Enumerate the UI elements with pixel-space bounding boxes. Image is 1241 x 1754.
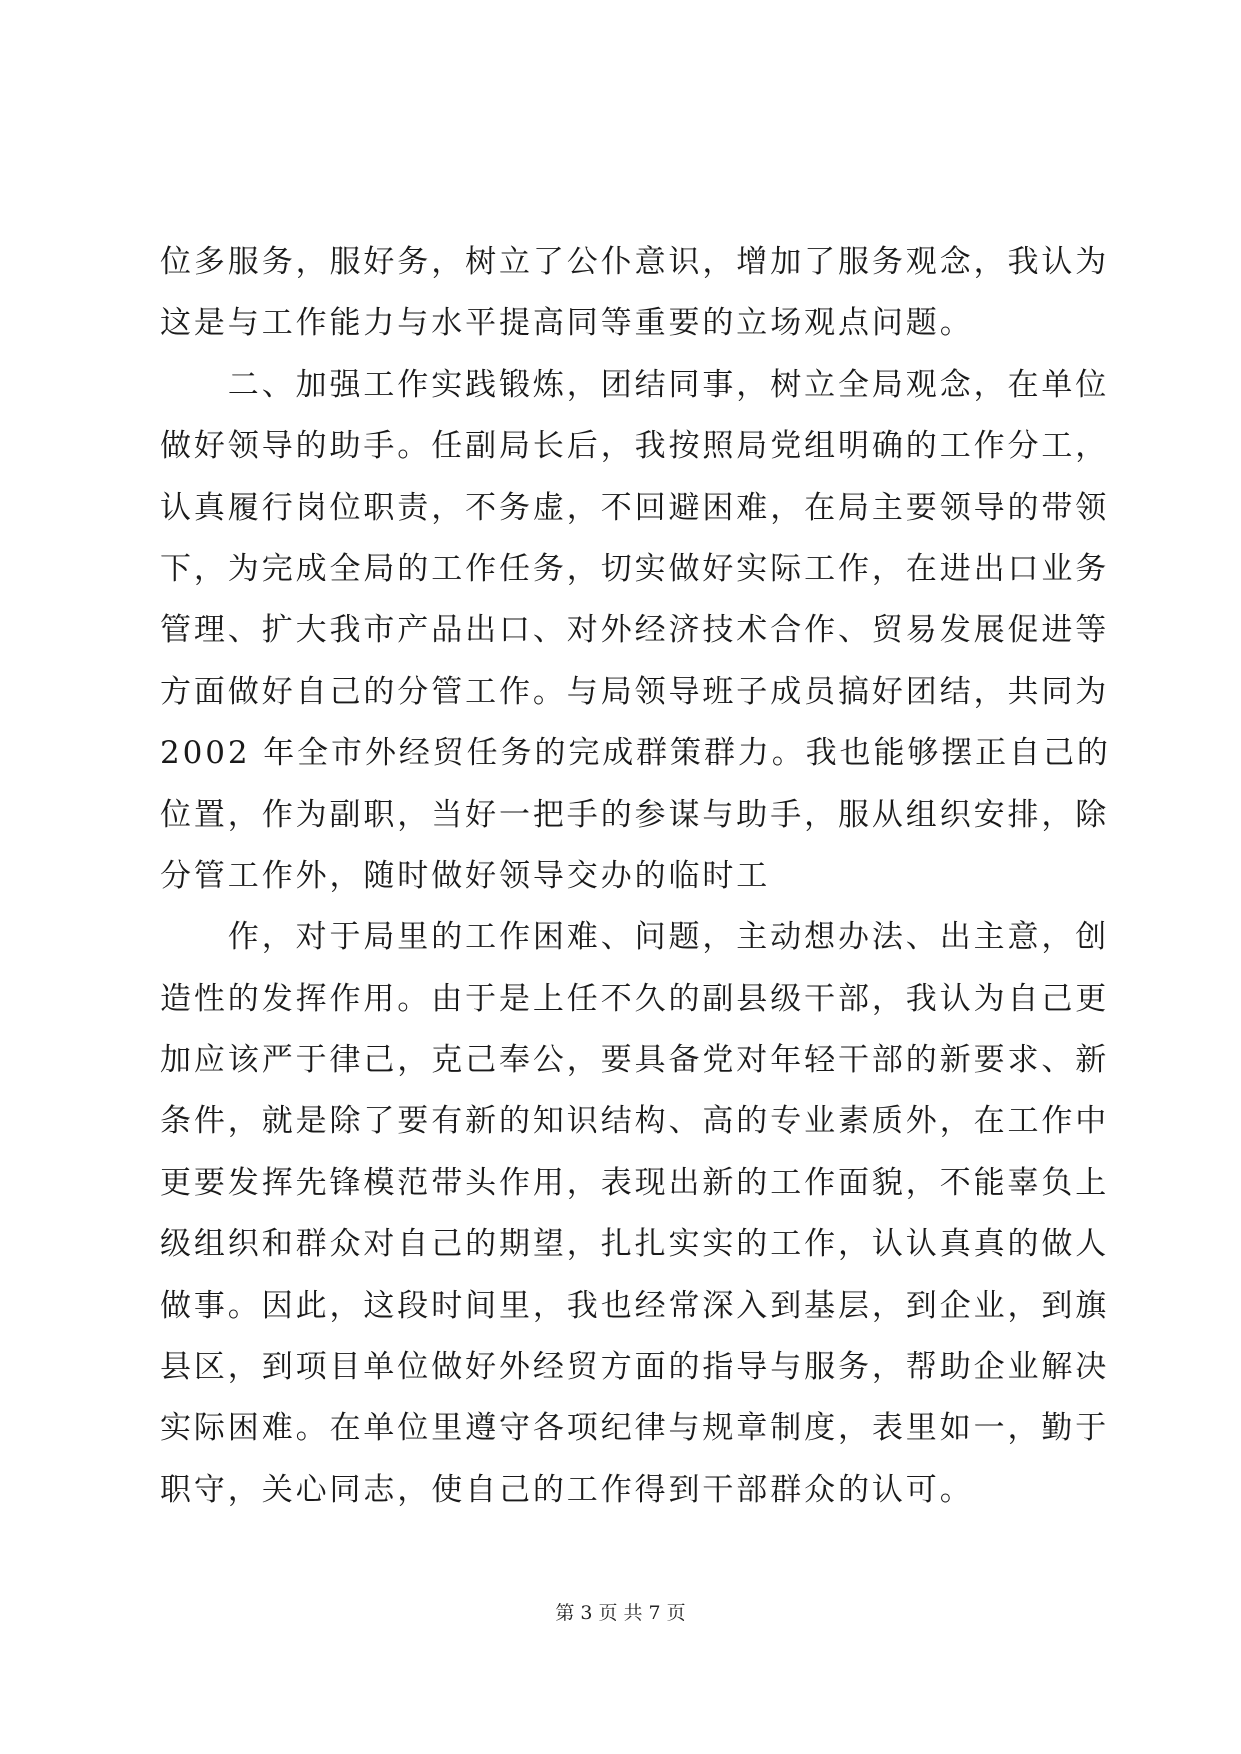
text-line: 认真履行岗位职责，不务虚，不回避困难，在局主要领导的带领 <box>160 489 1110 526</box>
text-line: 做事。因此，这段时间里，我也经常深入到基层，到企业，到旗 <box>160 1287 1110 1324</box>
text-line: 做好领导的助手。任副局长后，我按照局党组明确的工作分工， <box>160 428 1110 465</box>
text-line: 方面做好自己的分管工作。与局领导班子成员搞好团结，共同为 <box>160 673 1110 710</box>
text-line: 位置，作为副职，当好一把手的参谋与助手，服从组织安排，除 <box>160 796 1110 833</box>
text-line: 2002 年全市外经贸任务的完成群策群力。我也能够摆正自己的 <box>160 735 1111 772</box>
text-line: 造性的发挥作用。由于是上任不久的副县级干部，我认为自己更 <box>160 980 1110 1017</box>
text-line: 作，对于局里的工作困难、问题，主动想办法、出主意，创 <box>160 919 1110 956</box>
text-line: 条件，就是除了要有新的知识结构、高的专业素质外，在工作中 <box>160 1103 1110 1140</box>
body-text <box>160 232 1111 1521</box>
text-line: 位多服务，服好务，树立了公仆意识，增加了服务观念，我认为 <box>160 244 1110 280</box>
text-line: 更要发挥先锋模范带头作用，表现出新的工作面貌，不能辜负上 <box>160 1164 1110 1201</box>
text-line: 县区，到项目单位做好外经贸方面的指导与服务，帮助企业解决 <box>160 1349 1110 1386</box>
text-line: 实际困难。在单位里遵守各项纪律与规章制度，表里如一，勤于 <box>160 1410 1110 1447</box>
text-line: 分管工作外，随时做好领导交办的临时工 <box>160 857 771 894</box>
page-footer: 第 3 页 共 7 页 <box>555 1602 686 1624</box>
text-line: 级组织和群众对自己的期望，扎扎实实的工作，认认真真的做人 <box>160 1226 1110 1263</box>
text-line: 这是与工作能力与水平提高同等重要的立场观点问题。 <box>160 305 974 342</box>
text-line: 二、加强工作实践锻炼，团结同事，树立全局观念，在单位 <box>160 366 1110 403</box>
text-line: 管理、扩大我市产品出口、对外经济技术合作、贸易发展促进等 <box>160 612 1110 649</box>
text-line: 下，为完成全局的工作任务，切实做好实际工作，在进出口业务 <box>160 550 1110 587</box>
text-line: 加应该严于律己，克己奉公，要具备党对年轻干部的新要求、新 <box>160 1042 1110 1079</box>
text-line: 职守，关心同志，使自己的工作得到干部群众的认可。 <box>160 1471 974 1508</box>
